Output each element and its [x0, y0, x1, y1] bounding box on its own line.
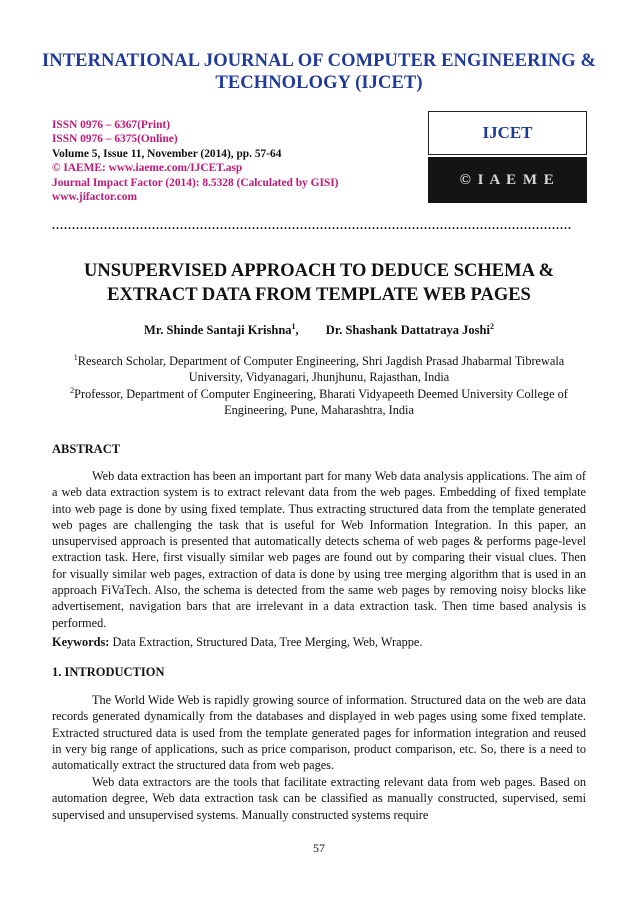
- iaeme-logo-box: © I A E M E: [428, 157, 587, 203]
- journal-title: INTERNATIONAL JOURNAL OF COMPUTER ENGINEERING & TECHNOLOGY (IJCET): [41, 51, 597, 93]
- ijcet-logo-box: IJCET: [428, 111, 587, 155]
- keywords-label: Keywords:: [52, 635, 110, 649]
- author-1: Mr. Shinde Santaji Krishna$^1$,: [144, 321, 299, 337]
- impact-factor: Journal Impact Factor (2014): 8.5328 (Calculated by GISI): [52, 176, 339, 189]
- keywords: [52, 635, 586, 650]
- abstract-heading: ABSTRACT: [52, 442, 121, 456]
- authors-line: [52, 323, 586, 338]
- jifactor-url[interactable]: www.jifactor.com: [52, 191, 137, 204]
- iaeme-url[interactable]: © IAEME: www.iaeme.com/IJCET.asp: [52, 162, 243, 175]
- introduction-paragraph-1: The World Wide Web is rapidly growing source of information. Structured data on the web are data records generated dynamically from the databases and displayed in web pages using some fixed template. Extracted structured data is used from the template generated pages for information integration and reused in very big range of applications, such as price comparison, product comparison, etc. So, there is a need to automatically extract the structured data from web pages.: [52, 693, 586, 773]
- publication-info: [52, 118, 412, 204]
- paper-title: UNSUPERVISED APPROACH TO DEDUCE SCHEMA & EXTRACT DATA FROM TEMPLATE WEB PAGES: [84, 261, 554, 305]
- author-2: Dr. Shashank Dattatraya Joshi$^2$: [325, 321, 494, 337]
- volume-info: Volume 5, Issue 11, November (2014), pp. 57-64: [52, 147, 282, 160]
- keywords-text: Data Extraction, Structured Data, Tree Merging, Web, Wrappe.: [109, 635, 423, 649]
- section-heading-introduction: 1. INTRODUCTION: [52, 665, 165, 679]
- affiliation-2: $^2$Professor, Department of Computer Engineering, Bharati Vidyapeeth Deemed University College of Engineering, Pune, Maharashtra, India: [70, 385, 568, 417]
- abstract-body: Web data extraction has been an important part for many Web data analysis applications. The aim of a web data extraction system is to extract relevant data from the web pages. Embedding of fixed template into web page is done by using fixed template. Thus extracting structured data from the template generated web pages are challenging the task that is useful for Web Information Integration. In this paper, an unsupervised approach is presented that automatically detects schema of web pages & performs page-level extraction task. Here, first visually similar web pages are found out by comparing their visual clues. Then for visually similar web pages, extraction of data is done by using tree merging algorithm that is used in an approach FiVaTech. Also, the schema is detected from the same web pages by removing noisy blocks like advertisement, navigation bars that are irrelevant in a data extraction task. Then time based analysis is performed.: [52, 469, 586, 630]
- page-number: 57: [313, 841, 325, 855]
- affiliation-1: $^1$Research Scholar, Department of Computer Engineering, Shri Jagdish Prasad Jhabarmal Tibrewala University, Vidyanagari, Jhunjhunu, Rajasthan, India: [73, 352, 565, 384]
- introduction-paragraph-2: Web data extractors are the tools that facilitate extracting relevant data from web pages. Based on automation degree, Web data extraction task can be classified as manually constructed, supervised, semi supervised and unsupervised systems. Manually constructed systems require: [52, 775, 586, 822]
- issn-print: ISSN 0976 – 6367(Print): [52, 119, 171, 131]
- dotted-separator: ..................................................................................................................................: [52, 218, 572, 232]
- issn-online: ISSN 0976 – 6375(Online): [52, 133, 178, 146]
